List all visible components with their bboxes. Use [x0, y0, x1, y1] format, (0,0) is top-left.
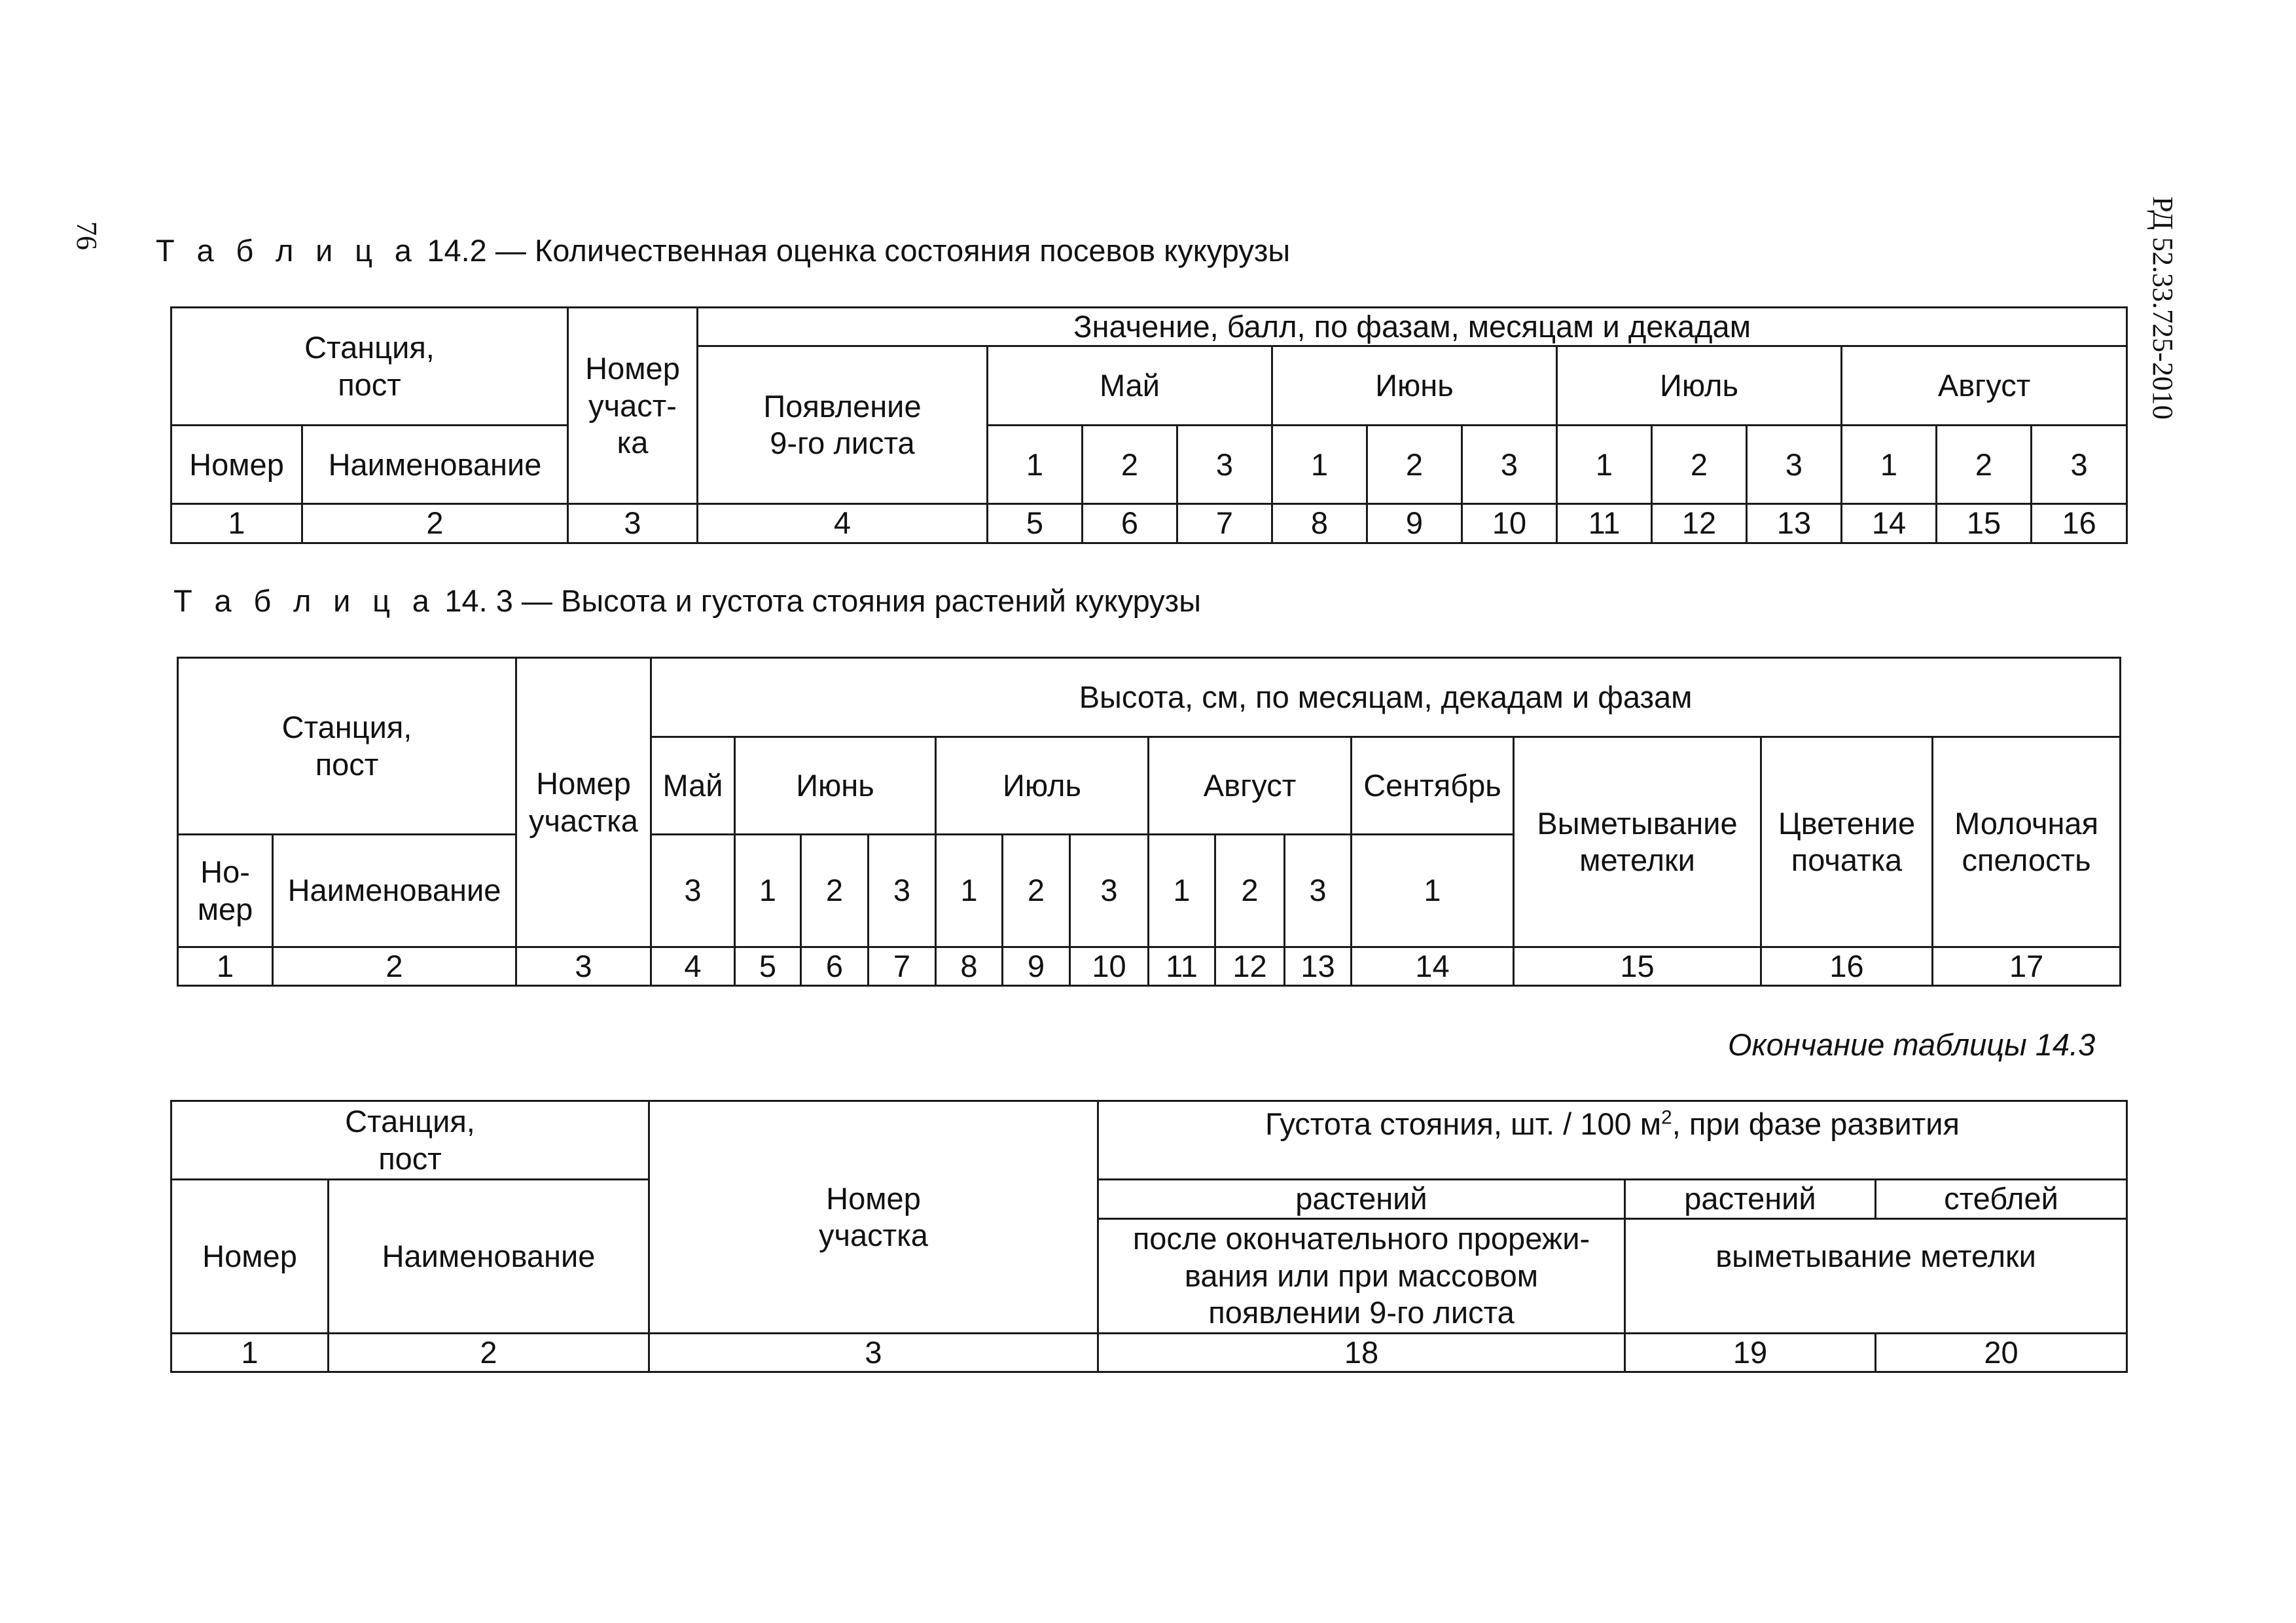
milk-ripeness-header: Молочная спелость — [1933, 737, 2121, 947]
column-number: 15 — [1514, 947, 1761, 986]
decade-header: 2 — [1003, 835, 1070, 947]
height-header: Высота, см, по месяцам, декадам и фазам — [651, 658, 2121, 737]
decade-header: 1 — [1842, 426, 1937, 504]
tasseling-header: Выметывание метелки — [1514, 737, 1761, 947]
month-header: Июнь — [1272, 346, 1557, 426]
column-number: 16 — [1761, 947, 1933, 986]
table-14-3-caption — [173, 583, 1201, 619]
month-header: Июнь — [735, 737, 936, 835]
column-number: 12 — [1652, 504, 1747, 543]
values-header: Значение, балл, по фазам, месяцам и декадам — [698, 308, 2127, 346]
number-header: Но- мер — [178, 835, 273, 947]
column-number: 20 — [1876, 1334, 2127, 1372]
month-header: Июль — [936, 737, 1149, 835]
column-number-row — [178, 947, 2121, 986]
column-number: 14 — [1352, 947, 1514, 986]
column-number: 6 — [801, 947, 869, 986]
column-number: 19 — [1625, 1334, 1876, 1372]
column-number: 5 — [735, 947, 801, 986]
plants-header: растений — [1625, 1180, 1876, 1219]
decade-header: 2 — [801, 835, 869, 947]
column-number: 13 — [1747, 504, 1842, 543]
decade-header: 1 — [1149, 835, 1215, 947]
column-number: 3 — [568, 504, 698, 543]
column-number: 14 — [1842, 504, 1937, 543]
decade-header: 1 — [1272, 426, 1367, 504]
stems-header: стеблей — [1876, 1180, 2127, 1219]
name-header: Наименование — [329, 1180, 649, 1334]
density-header: Густота стояния, шт. / 100 $м^2$, при фазе развития — [1098, 1101, 2127, 1180]
column-number: 2 — [302, 504, 568, 543]
page-number: 76 — [71, 221, 103, 250]
plot-number-header: Номер участ- ка — [568, 308, 698, 504]
month-header: Май — [651, 737, 735, 835]
document-code: РД 52.33.725-2010 — [2147, 196, 2179, 420]
column-number: 15 — [1937, 504, 2032, 543]
column-number-row — [171, 504, 2127, 543]
decade-header: 1 — [1352, 835, 1514, 947]
plants-header: растений — [1098, 1180, 1625, 1219]
column-number: 8 — [936, 947, 1003, 986]
caption-text: 14.2 — Количественная оценка состояния посевов кукурузы — [418, 233, 1291, 268]
column-number: 9 — [1367, 504, 1462, 543]
decade-header: 2 — [1367, 426, 1462, 504]
decade-header: 2 — [1652, 426, 1747, 504]
plot-number-header: Номер участка — [649, 1101, 1098, 1334]
decade-header: 3 — [1177, 426, 1272, 504]
station-header: Станция, пост — [178, 658, 516, 835]
column-number: 16 — [2032, 504, 2127, 543]
decade-header: 2 — [1215, 835, 1285, 947]
column-number: 1 — [171, 1334, 329, 1372]
column-number: 4 — [651, 947, 735, 986]
cob-flowering-header: Цветение початка — [1761, 737, 1933, 947]
station-header: Станция, пост — [171, 308, 568, 426]
caption-prefix: Т а б л и ц а — [173, 583, 437, 618]
column-number: 9 — [1003, 947, 1070, 986]
column-number: 8 — [1272, 504, 1367, 543]
month-header: Июль — [1557, 346, 1842, 426]
column-number: 1 — [178, 947, 273, 986]
column-number: 7 — [869, 947, 936, 986]
table-14-3-ending — [170, 1100, 2128, 1373]
column-number: 7 — [1177, 504, 1272, 543]
name-header: Наименование — [302, 426, 568, 504]
month-header: Август — [1842, 346, 2127, 426]
column-number: 5 — [988, 504, 1083, 543]
column-number: 11 — [1557, 504, 1652, 543]
column-number: 3 — [649, 1334, 1098, 1372]
table-14-3 — [177, 657, 2121, 987]
plot-number-header: Номер участка — [516, 658, 651, 947]
number-header: Номер — [171, 1180, 329, 1334]
column-number: 1 — [171, 504, 302, 543]
column-number: 2 — [273, 947, 516, 986]
column-number: 12 — [1215, 947, 1285, 986]
column-number: 10 — [1462, 504, 1557, 543]
decade-header: 3 — [869, 835, 936, 947]
month-header: Сентябрь — [1352, 737, 1514, 835]
decade-header: 3 — [1285, 835, 1352, 947]
table-14-2-caption — [156, 232, 1290, 268]
column-number-row — [171, 1334, 2127, 1372]
column-number: 3 — [516, 947, 651, 986]
decade-header: 1 — [735, 835, 801, 947]
squared-superscript: 2 — [1661, 1106, 1672, 1129]
column-number: 18 — [1098, 1334, 1625, 1372]
decade-header: 3 — [651, 835, 735, 947]
column-number: 17 — [1933, 947, 2121, 986]
decade-header: 3 — [1462, 426, 1557, 504]
column-number: 13 — [1285, 947, 1352, 986]
name-header: Наименование — [273, 835, 516, 947]
table-continuation-label: Окончание таблицы 14.3 — [1728, 1027, 2096, 1062]
decade-header: 3 — [1070, 835, 1149, 947]
decade-header: 2 — [1937, 426, 2032, 504]
column-number: 2 — [329, 1334, 649, 1372]
station-header: Станция, пост — [171, 1101, 649, 1180]
caption-text: 14. 3 — Высота и густота стояния растений кукурузы — [436, 583, 1202, 618]
caption-prefix: Т а б л и ц а — [156, 233, 419, 268]
decade-header: 1 — [1557, 426, 1652, 504]
column-number: 4 — [698, 504, 988, 543]
tasseling-header: выметывание метелки — [1625, 1219, 2127, 1334]
after-thinning-header: после окончательного прорежи- вания или при массовом появлении 9-го листа — [1098, 1219, 1625, 1334]
leaf9-header: Появление 9-го листа — [698, 346, 988, 504]
decade-header: 1 — [936, 835, 1003, 947]
number-header: Номер — [171, 426, 302, 504]
decade-header: 3 — [2032, 426, 2127, 504]
column-number: 6 — [1083, 504, 1177, 543]
month-header: Май — [988, 346, 1272, 426]
column-number: 10 — [1070, 947, 1149, 986]
decade-header: 2 — [1083, 426, 1177, 504]
decade-header: 3 — [1747, 426, 1842, 504]
column-number: 11 — [1149, 947, 1215, 986]
decade-header: 1 — [988, 426, 1083, 504]
table-14-2 — [170, 306, 2128, 544]
month-header: Август — [1149, 737, 1352, 835]
